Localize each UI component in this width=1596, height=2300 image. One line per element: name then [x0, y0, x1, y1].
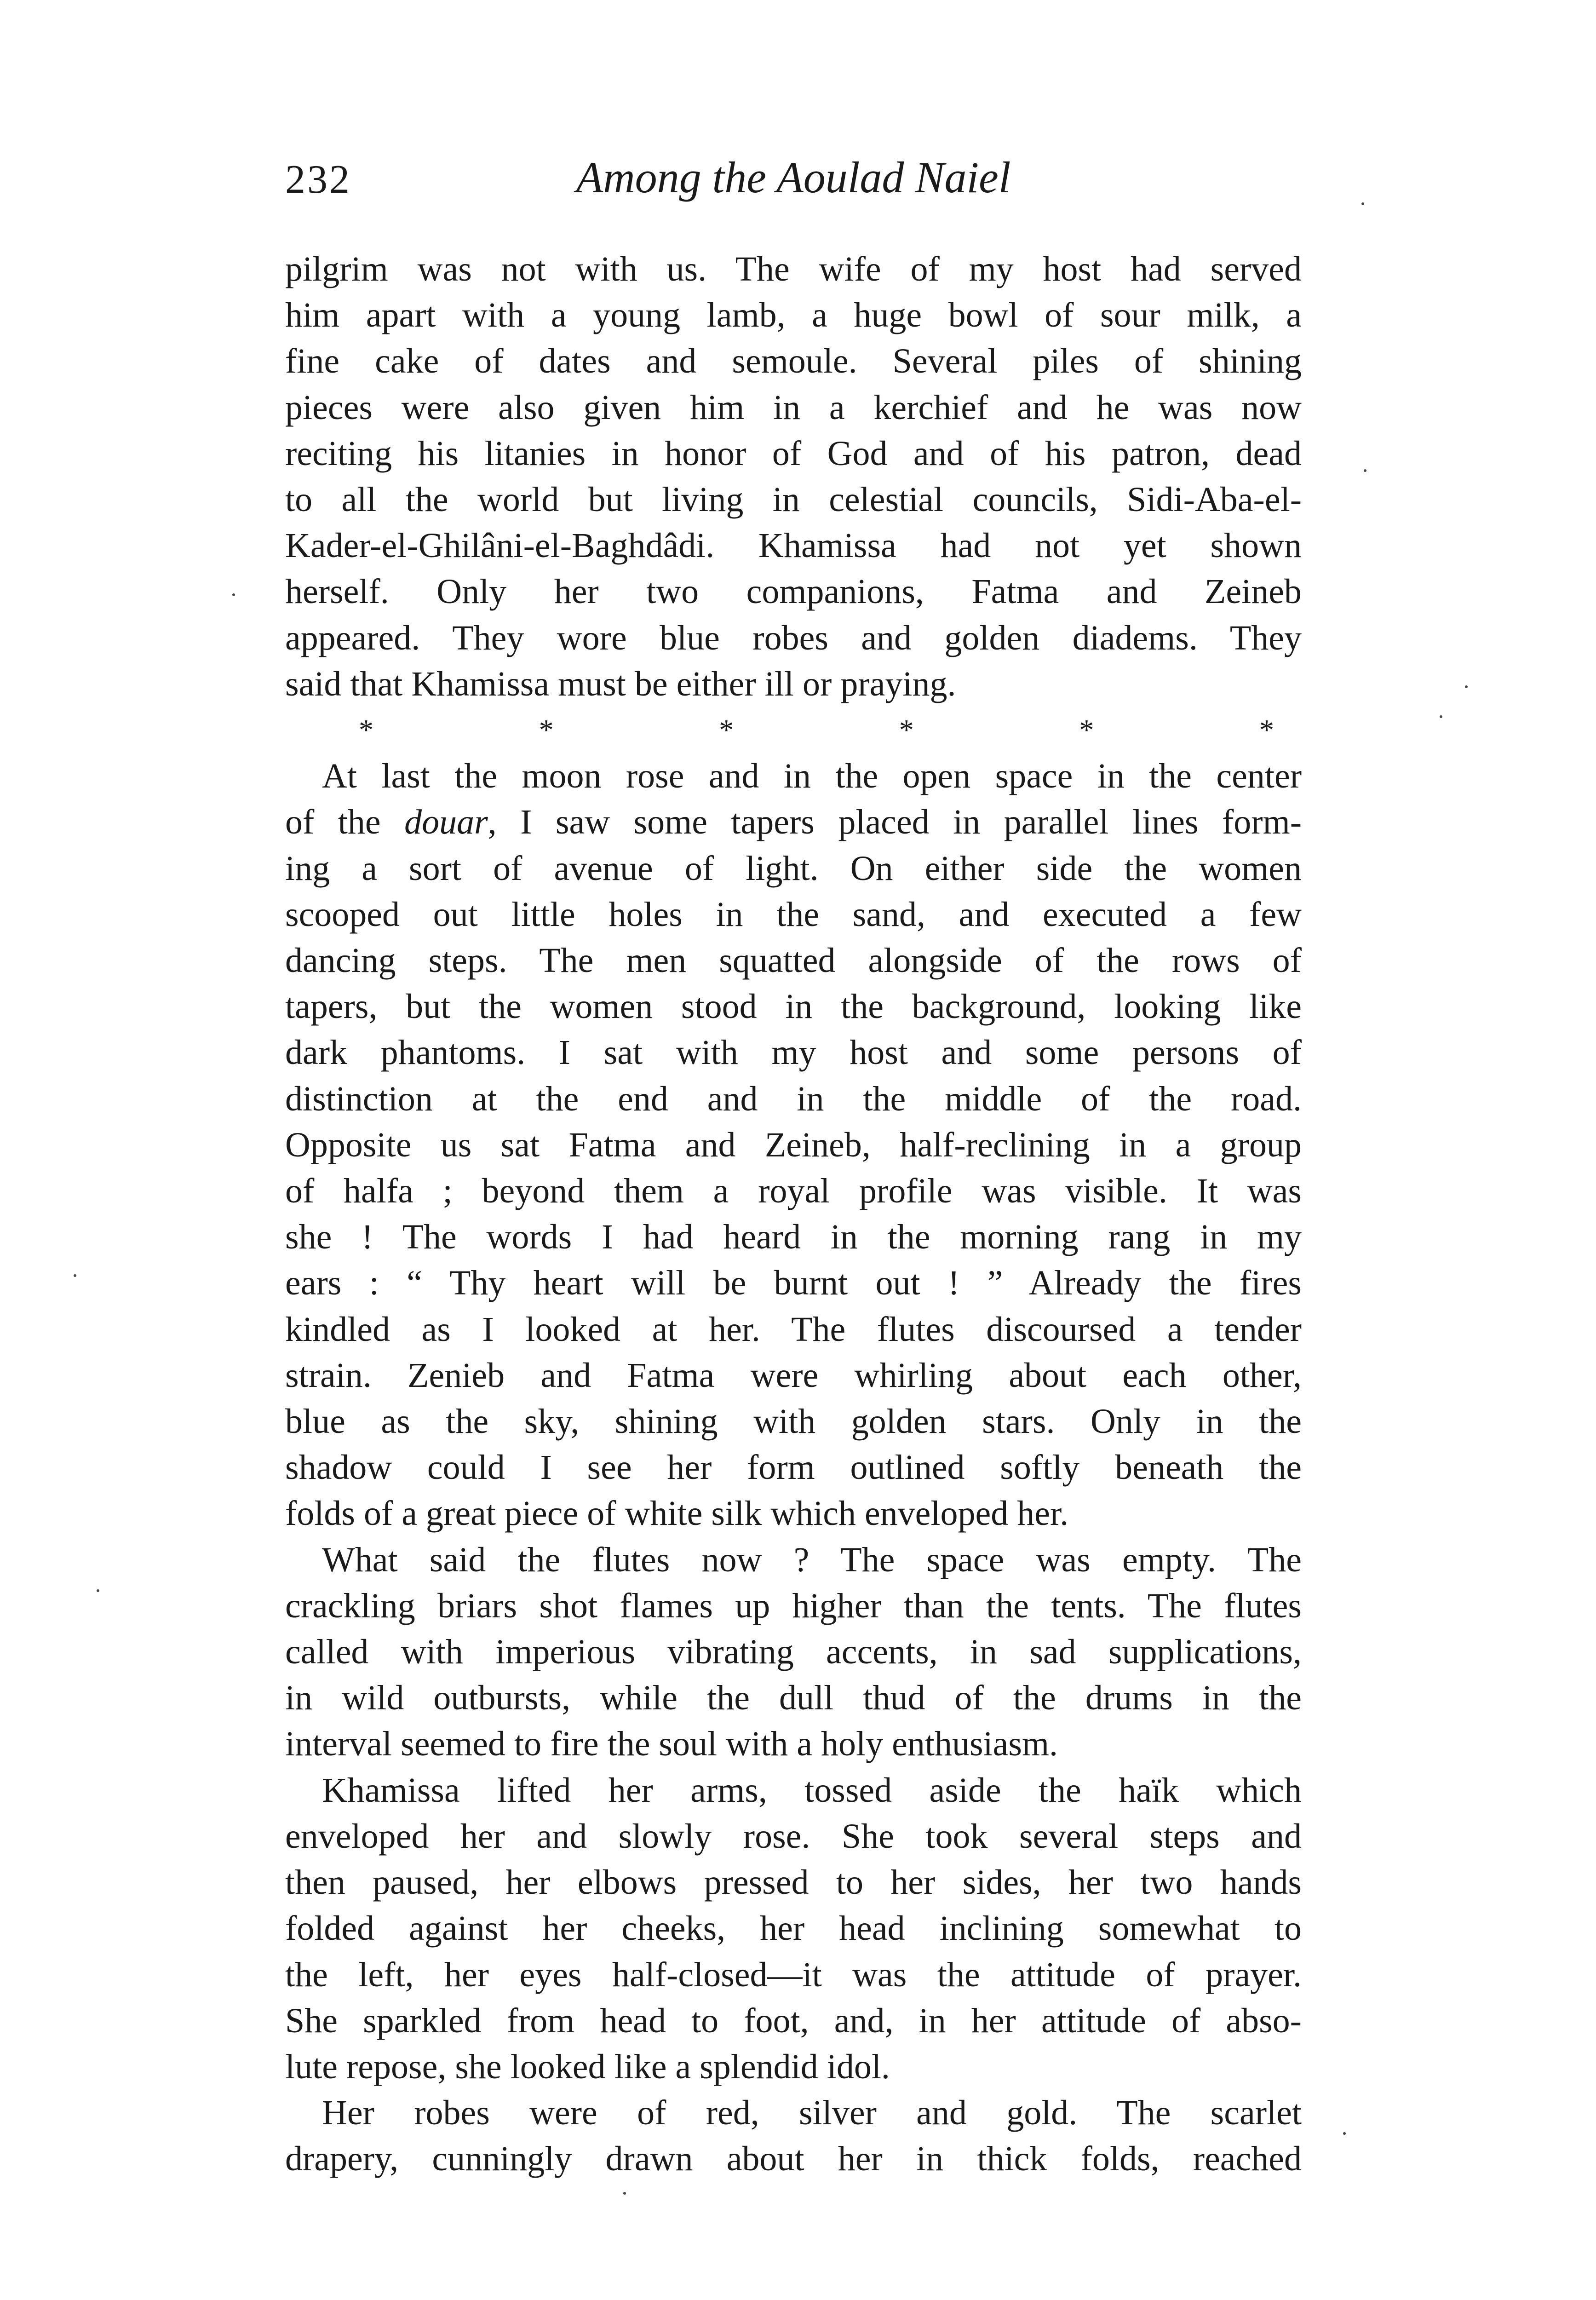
text-line: ing a sort of avenue of light. On either side the women: [285, 849, 1302, 888]
scan-speck: [1343, 2132, 1346, 2135]
paragraphs-after-separator: [285, 753, 1302, 2182]
text-line: Her robes were of red, silver and gold. The scarlet: [322, 2093, 1302, 2133]
text-line: reciting his litanies in honor of God and of his patron, dead: [285, 434, 1302, 473]
separator-asterisk: *: [359, 713, 373, 747]
text-line: of halfa ; beyond them a royal profile was visible. It was: [285, 1172, 1302, 1211]
text-line: of the douar, I saw some tapers placed in parallel lines form-: [285, 803, 1302, 842]
text-line: lute repose, she looked like a splendid idol.: [285, 2047, 890, 2086]
scan-speck: [623, 2192, 626, 2195]
running-title: Among the Aoulad Naiel: [576, 153, 1011, 202]
separator-asterisk: *: [1259, 713, 1274, 747]
text-line: enveloped her and slowly rose. She took several steps and: [285, 1817, 1302, 1856]
text-line: fine cake of dates and semoule. Several piles of shining: [285, 342, 1302, 381]
text-line: What said the flutes now ? The space was empty. The: [322, 1540, 1302, 1579]
text-line: dancing steps. The men squatted alongside of the rows of: [285, 941, 1302, 980]
text-line: strain. Zenieb and Fatma were whirling about each other,: [285, 1356, 1302, 1395]
paragraph-3: [285, 1537, 1302, 1767]
text-line: shadow could I see her form outlined softly beneath the: [285, 1448, 1302, 1487]
page-number: 232: [285, 157, 351, 202]
text-line: crackling briars shot flames up higher than the tents. The flutes: [285, 1586, 1302, 1625]
body-text: [285, 246, 1302, 2182]
text-line: called with imperious vibrating accents, in sad supplications,: [285, 1633, 1302, 1672]
scan-speck: [232, 593, 235, 596]
text-line: Opposite us sat Fatma and Zeineb, half-reclining in a group: [285, 1125, 1302, 1164]
text-line: him apart with a young lamb, a huge bowl of sour milk, a: [285, 296, 1302, 335]
text-line: Khamissa lifted her arms, tossed aside the haïk which: [322, 1771, 1302, 1810]
text-line: She sparkled from head to foot, and, in her attitude of abso-: [285, 2001, 1302, 2040]
section-separator: [285, 707, 1302, 753]
text-line: folded against her cheeks, her head inclining somewhat to: [285, 1909, 1302, 1948]
paragraph-1: [285, 246, 1302, 707]
text-line: said that Khamissa must be either ill or praying.: [285, 664, 956, 703]
text-line: pieces were also given him in a kerchief and he was now: [285, 388, 1302, 427]
scan-speck: [74, 1274, 76, 1277]
scan-speck: [1361, 202, 1364, 205]
separator-asterisk: *: [1079, 713, 1094, 747]
text-line: Kader-el-Ghilâni-el-Baghdâdi. Khamissa had not yet shown: [285, 526, 1302, 565]
text-line: blue as the sky, shining with golden stars. Only in the: [285, 1402, 1302, 1441]
text-line: folds of a great piece of white silk which enveloped her.: [285, 1494, 1069, 1533]
text-line: the left, her eyes half-closed—it was the attitude of prayer.: [285, 1955, 1302, 1994]
text-line: kindled as I looked at her. The flutes discoursed a tender: [285, 1310, 1302, 1349]
paragraph-4: [285, 1767, 1302, 2090]
text-line: distinction at the end and in the middle of the road.: [285, 1079, 1302, 1118]
text-line: to all the world but living in celestial councils, Sidi-Aba-el-: [285, 480, 1302, 519]
separator-asterisk: *: [899, 713, 914, 747]
scan-speck: [1440, 715, 1442, 718]
text-line: appeared. They wore blue robes and golden diadems. They: [285, 618, 1302, 657]
scan-speck: [1465, 685, 1468, 688]
text-line: scooped out little holes in the sand, and executed a few: [285, 895, 1302, 934]
text-line: ears : “ Thy heart will be burnt out ! ” Already the fires: [285, 1264, 1302, 1303]
text-line: interval seemed to fire the soul with a holy enthusiasm.: [285, 1725, 1058, 1764]
separator-asterisk: *: [719, 713, 734, 747]
text-line: pilgrim was not with us. The wife of my host had served: [285, 250, 1302, 288]
text-line: she ! The words I had heard in the morning rang in my: [285, 1218, 1302, 1257]
text-line: then paused, her elbows pressed to her sides, her two hands: [285, 1863, 1302, 1902]
paragraph-5: [285, 2090, 1302, 2182]
text-line: At last the moon rose and in the open space in the center: [322, 757, 1302, 796]
scan-speck: [1364, 469, 1366, 472]
separator-asterisk: *: [539, 713, 554, 747]
text-line: herself. Only her two companions, Fatma and Zeineb: [285, 572, 1302, 611]
paragraph-2: [285, 753, 1302, 1536]
text-line: in wild outbursts, while the dull thud of the drums in the: [285, 1679, 1302, 1718]
running-head: [285, 152, 1302, 207]
text-line: drapery, cunningly drawn about her in thick folds, reached: [285, 2139, 1302, 2179]
text-line: tapers, but the women stood in the background, looking like: [285, 987, 1302, 1026]
scan-speck: [97, 1589, 99, 1592]
text-line: dark phantoms. I sat with my host and some persons of: [285, 1033, 1302, 1072]
